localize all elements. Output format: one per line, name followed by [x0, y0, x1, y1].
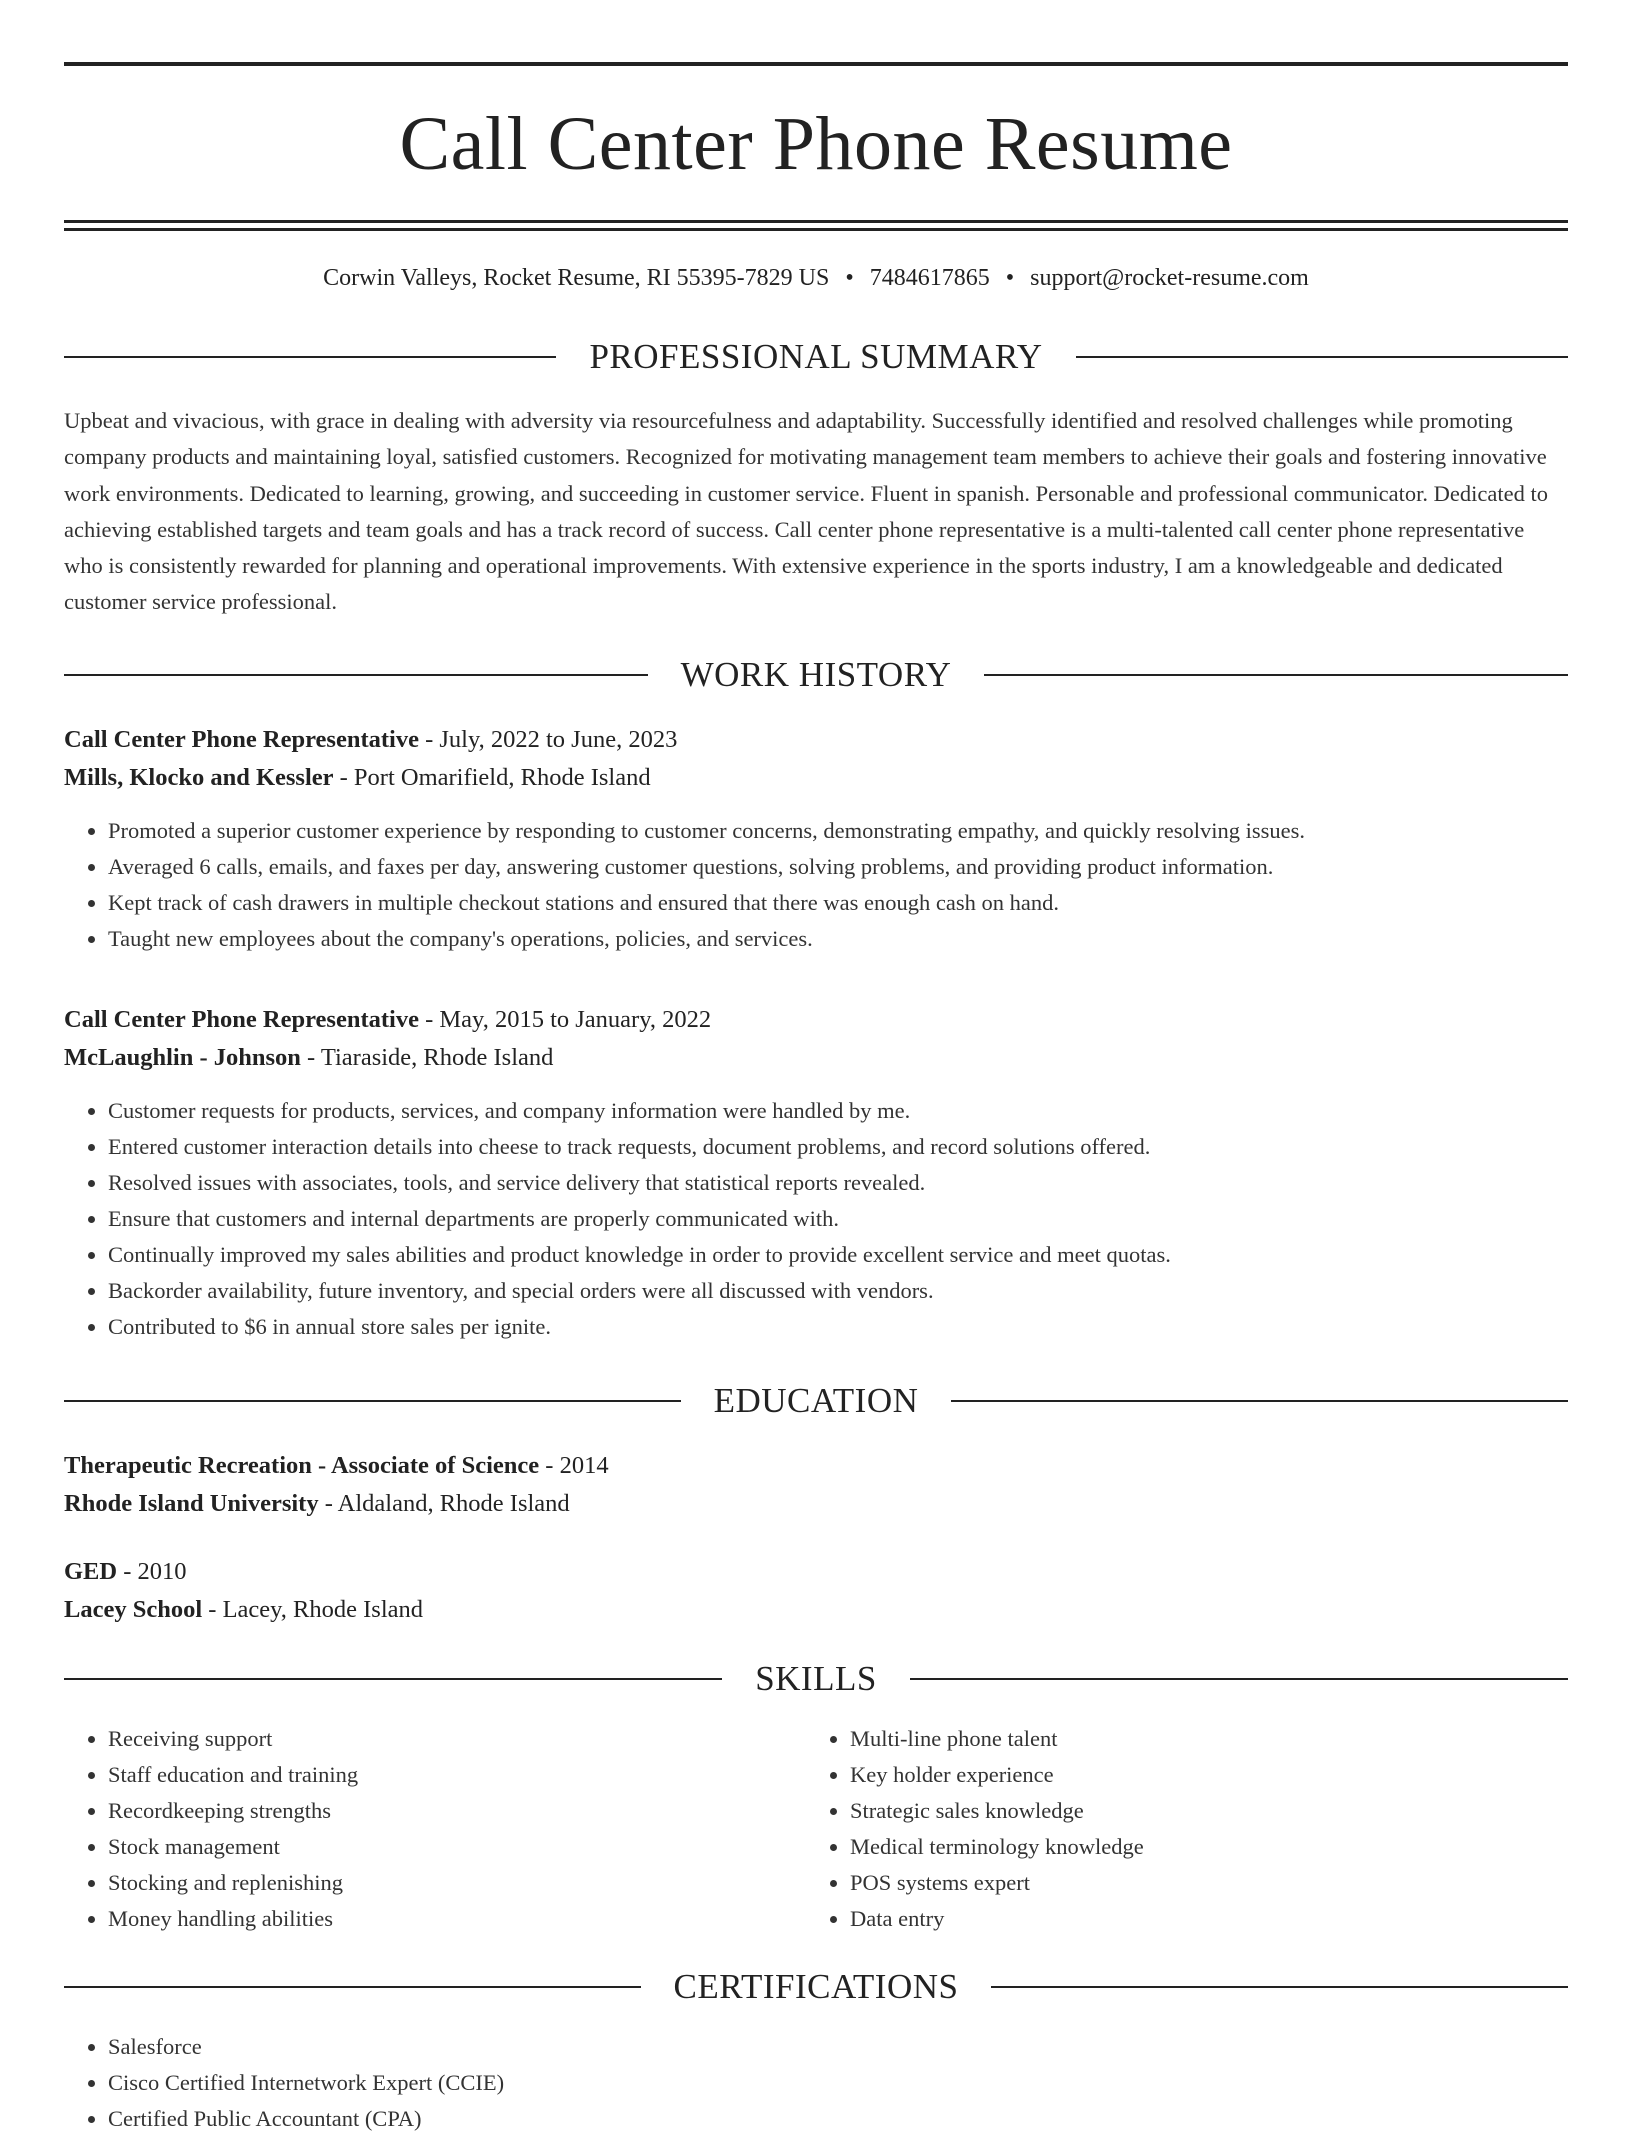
work-entry — [64, 1001, 1568, 1345]
resume-page — [64, 62, 1568, 2137]
skill-item: • Multi-line phone talent — [850, 1721, 1548, 1757]
certifications-block — [64, 2029, 1568, 2137]
job-bullet: • Resolved issues with associates, tools, and service delivery that statistical reports revealed. — [108, 1165, 1568, 1201]
job-title: Call Center Phone Representative — [64, 1005, 419, 1033]
job-bullet: • Kept track of cash drawers in multiple checkout stations and ensured that there was enough cash on hand. — [108, 885, 1568, 921]
skill-item: • Recordkeeping strengths — [108, 1793, 806, 1829]
job-bullet: • Entered customer interaction details into cheese to track requests, document problems, and record solutions offered. — [108, 1129, 1568, 1165]
heading-rule-right — [984, 674, 1568, 676]
job-bullets — [64, 1093, 1568, 1345]
resume-title: Call Center Phone Resume — [399, 102, 1233, 186]
summary-heading-label: PROFESSIONAL SUMMARY — [589, 337, 1043, 376]
school-name: Lacey School — [64, 1595, 203, 1623]
job-bullet: • Continually improved my sales abilities and product knowledge in order to provide excellent service and meet quotas. — [108, 1237, 1568, 1273]
heading-rule-left — [64, 1678, 722, 1680]
contact-line — [64, 263, 1568, 293]
school-line — [64, 1485, 1568, 1523]
heading-rule-left — [64, 1400, 681, 1402]
job-bullet: • Taught new employees about the company's operations, policies, and services. — [108, 921, 1568, 957]
job-title-line — [64, 1001, 1568, 1039]
skill-item: • Strategic sales knowledge — [850, 1793, 1548, 1829]
heading-rule-right — [951, 1400, 1568, 1402]
job-location: - Tiaraside, Rhode Island — [300, 1043, 554, 1071]
skill-item: • Money handling abilities — [108, 1901, 806, 1937]
job-bullets — [64, 813, 1568, 957]
skills-section-heading — [64, 1659, 1568, 1699]
heading-rule-left — [64, 674, 648, 676]
skills-list-right — [806, 1721, 1548, 1937]
certifications-section-heading — [64, 1967, 1568, 2007]
skill-item: • Data entry — [850, 1901, 1548, 1937]
job-bullet: • Ensure that customers and internal departments are properly communicated with. — [108, 1201, 1568, 1237]
job-company: McLaughlin - Johnson — [64, 1043, 301, 1071]
work-section-heading — [64, 655, 1568, 695]
skills-list-left — [64, 1721, 806, 1937]
summary-paragraph: Upbeat and vivacious, with grace in dealing with adversity via resourcefulness and adaptability. Successfully identified and resolved challenges while promoting company products and maintaining loyal, satisfied customers. Recognized for motivating management team members to achieve their goals and fostering innovative work environments. Dedicated to learning, growing, and succeeding in customer service. Fluent in spanish. Personable and professional communicator. Dedicated to achieving established targets and team goals and has a track record of success. Call center phone representative is a multi-talented call center phone representative who is consistently rewarded for planning and operational improvements. With extensive experience in the sports industry, I am a knowledgeable and dedicated customer service professional. — [64, 408, 1548, 615]
job-company: Mills, Klocko and Kessler — [64, 763, 334, 791]
skill-item: • POS systems expert — [850, 1865, 1548, 1901]
contact-separator: • — [845, 265, 854, 291]
job-location: - Port Omarifield, Rhode Island — [333, 763, 651, 791]
skill-item: • Stock management — [108, 1829, 806, 1865]
contact-address: Corwin Valleys, Rocket Resume, RI 55395-7829 US — [323, 265, 830, 291]
job-company-line — [64, 1039, 1568, 1077]
school-name: Rhode Island University — [64, 1489, 319, 1517]
heading-rule-left — [64, 356, 556, 358]
certification-item: • Cisco Certified Internetwork Expert (CCIE) — [108, 2065, 1568, 2101]
education-entry — [64, 1447, 1568, 1523]
certifications-heading-label: CERTIFICATIONS — [673, 1966, 959, 2006]
job-dates: - July, 2022 to June, 2023 — [418, 725, 678, 753]
degree-year: - 2010 — [117, 1557, 187, 1585]
certification-item: • Salesforce — [108, 2029, 1568, 2065]
degree-name: GED — [64, 1557, 118, 1585]
summary-section-heading — [64, 337, 1568, 377]
education-entry — [64, 1553, 1568, 1629]
degree-line — [64, 1553, 1568, 1591]
contact-phone: 7484617865 — [869, 265, 990, 291]
contact-email: support@rocket-resume.com — [1030, 265, 1309, 291]
certification-item: • Certified Public Accountant (CPA) — [108, 2101, 1568, 2137]
education-section-heading — [64, 1381, 1568, 1421]
school-line — [64, 1591, 1568, 1629]
contact-separator: • — [1005, 265, 1015, 291]
job-company-line — [64, 759, 1568, 797]
skill-item: • Key holder experience — [850, 1757, 1548, 1793]
skill-item: • Receiving support — [108, 1721, 806, 1757]
skills-heading-label: SKILLS — [755, 1658, 877, 1698]
school-location: - Aldaland, Rhode Island — [318, 1489, 570, 1517]
skill-item: • Staff education and training — [108, 1757, 806, 1793]
job-bullet: • Customer requests for products, services, and company information were handled by me. — [108, 1093, 1568, 1129]
work-heading-label: WORK HISTORY — [680, 654, 952, 694]
job-bullet: • Backorder availability, future inventory, and special orders were all discussed with vendors. — [108, 1273, 1568, 1309]
heading-rule-right — [991, 1986, 1568, 1988]
title-bottom-double-rule — [64, 220, 1568, 223]
skills-columns — [64, 1721, 1568, 1937]
job-bullet: • Promoted a superior customer experience by responding to customer concerns, demonstrating empathy, and quickly resolving issues. — [108, 813, 1568, 849]
degree-name: Therapeutic Recreation - Associate of Science — [64, 1451, 540, 1479]
heading-rule-right — [1076, 356, 1568, 358]
work-entry — [64, 721, 1568, 957]
certifications-list — [64, 2029, 1568, 2137]
heading-rule-right — [910, 1678, 1568, 1680]
skill-item: • Stocking and replenishing — [108, 1865, 806, 1901]
school-location: - Lacey, Rhode Island — [202, 1595, 424, 1623]
skill-item: • Medical terminology knowledge — [850, 1829, 1548, 1865]
education-heading-label: EDUCATION — [713, 1380, 919, 1420]
degree-line — [64, 1447, 1568, 1485]
job-bullet: • Contributed to $6 in annual store sales per ignite. — [108, 1309, 1568, 1345]
job-title: Call Center Phone Representative — [64, 725, 419, 753]
job-title-line — [64, 721, 1568, 759]
job-dates: - May, 2015 to January, 2022 — [418, 1005, 712, 1033]
heading-rule-left — [64, 1986, 641, 1988]
title-top-rule — [64, 62, 1568, 66]
degree-year: - 2014 — [539, 1451, 609, 1479]
job-bullet: • Averaged 6 calls, emails, and faxes per day, answering customer questions, solving problems, and providing product information. — [108, 849, 1568, 885]
